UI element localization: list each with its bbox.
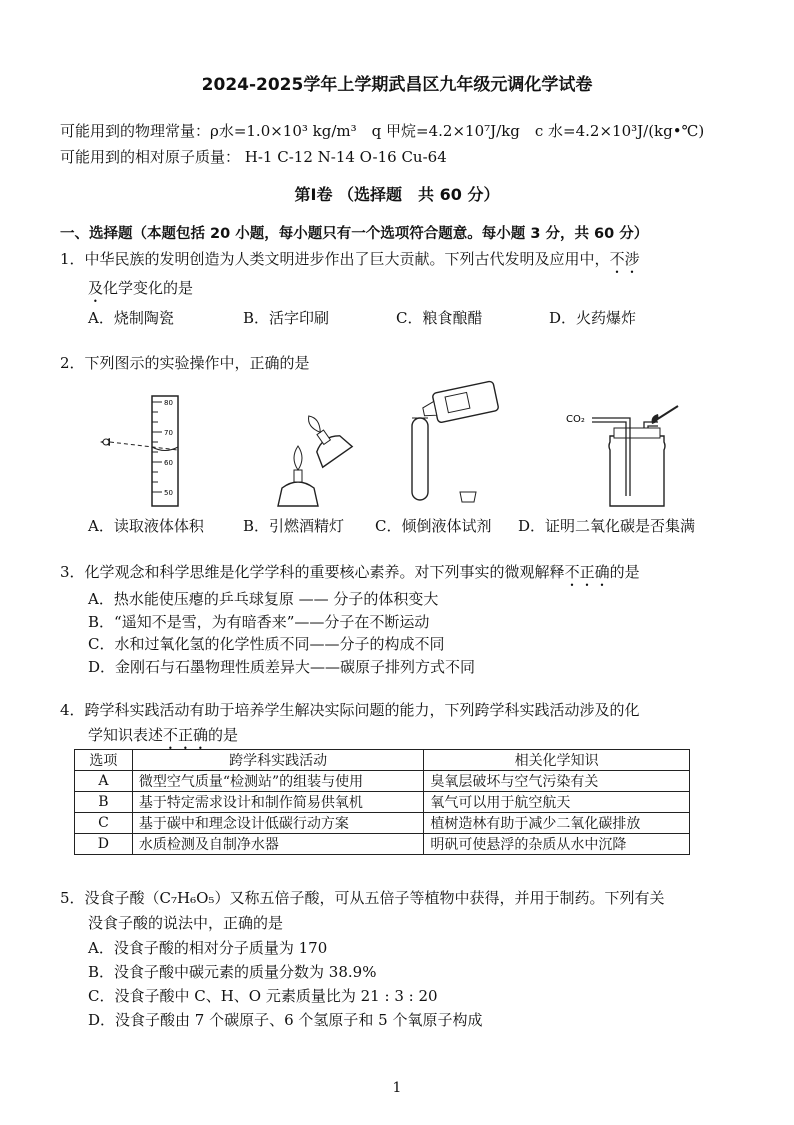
q5-option-d: D．没食子酸由 7 个碳原子、6 个氢原子和 5 个氧原子构成 [88,1011,483,1029]
q2-stem: 下列图示的实验操作中，正确的是 [84,354,310,372]
q4-stem-line1 [60,699,640,720]
table-row [75,813,690,834]
q5-option-c: C．没食子酸中 C、H、O 元素质量比为 21 : 3 : 20 [88,987,438,1005]
cyl-label-50: 50 [164,489,173,497]
q1-option-a: A．烧制陶瓷 [88,309,174,327]
table-cell: 水质检测及自制净水器 [132,834,424,855]
q2-number: 2． [60,354,85,372]
q2-option-a: A．读取液体体积 [88,517,204,535]
q4-table [74,749,690,855]
q5-option-b: B．没食子酸中碳元素的质量分数为 38.9% [88,963,377,981]
table-header: 跨学科实践活动 [132,750,424,771]
q4-stem: 跨学科实践活动有助于培养学生解决实际问题的能力，下列跨学科实践活动涉及的化 [84,701,640,719]
cyl-label-70: 70 [164,429,173,437]
table-cell: 臭氧层破坏与空气污染有关 [424,771,690,792]
q3-option-a: A．热水能使压瘪的乒乓球复原 —— 分子的体积变大 [88,590,439,608]
page-number: 1 [392,1080,402,1096]
q1-option-c: C．粮食酿醋 [396,309,483,327]
q3-stem-line [60,561,640,590]
q3-stem: 化学观念和科学思维是化学学科的重要核心素养。对下列事实的微观解释 [84,563,565,581]
q5-number: 5． [60,889,85,907]
q1-line1 [60,248,640,277]
q3-emphasis: 不正确 [564,563,610,581]
table-cell: A [75,771,133,792]
table-cell: 基于特定需求设计和制作简易供氧机 [132,792,424,813]
table-row [75,792,690,813]
q5-stem-line2: 没食子酸的说法中，正确的是 [88,914,284,932]
table-row [75,834,690,855]
q4-stem-2: 学知识表述 [88,726,164,744]
q3-number: 3． [60,563,85,581]
q1-stem-2: 化学变化的是 [103,279,194,297]
page-title: 2024-2025学年上学期武昌区九年级元调化学试卷 [201,75,593,95]
q1-option-b: B．活字印刷 [243,309,330,327]
q2-option-b: B．引燃酒精灯 [243,517,345,535]
figure-d-co2-bottle [566,396,690,512]
q1-stem: 中华民族的发明创造为人类文明进步作出了巨大贡献。下列古代发明及应用中， [84,250,610,268]
cyl-label-80: 80 [164,399,173,407]
q3-option-b: B．“遥知不是雪，为有暗香来”——分子在不断运动 [88,613,430,631]
q3-option-c: C．水和过氧化氢的化学性质不同——分子的构成不同 [88,635,445,653]
q4-emphasis: 不正确 [163,726,209,744]
table-header: 相关化学知识 [424,750,690,771]
q4-number: 4． [60,701,85,719]
figure-a-cylinder [92,392,212,510]
physical-constants: 可能用到的物理常量：ρ水=1.0×10³ kg/m³ q 甲烷=4.2×10⁷J/kg c 水=4.2×10³J/(kg•℃) [60,122,705,140]
table-row [75,771,690,792]
table-header: 选项 [75,750,133,771]
co2-label: CO₂ [566,414,585,425]
q5-stem: 没食子酸（C₇H₆O₅）又称五倍子酸，可从五倍子等植物中获得，并用于制药。下列有关 [84,889,665,907]
table-cell: B [75,792,133,813]
cyl-label-60: 60 [164,459,173,467]
q1-emphasis: 不涉 [609,250,640,268]
figure-b-alcohol-lamps [268,408,368,512]
q2-option-c: C．倾倒液体试剂 [375,517,492,535]
table-cell: D [75,834,133,855]
q3-stem-end: 的是 [609,563,640,581]
table-cell: C [75,813,133,834]
q3-option-d: D．金刚石与石墨物理性质差异大——碳原子排列方式不同 [88,658,476,676]
figure-c-pouring-liquid [400,378,510,512]
atomic-masses: 可能用到的相对原子质量： H-1 C-12 N-14 O-16 Cu-64 [60,148,447,166]
q1-emphasis-2: 及 [88,279,104,297]
table-cell: 植树造林有助于减少二氧化碳排放 [424,813,690,834]
q1-line2 [88,277,193,306]
table-cell: 氧气可以用于航空航天 [424,792,690,813]
q1-number: 1． [60,250,85,268]
table-cell: 明矾可使悬浮的杂质从水中沉降 [424,834,690,855]
q5-stem-line1 [60,887,664,908]
section-title: 第Ⅰ卷 （选择题 共 60 分） [294,185,500,204]
q2-option-d: D．证明二氧化碳是否集满 [518,517,696,535]
q1-option-d: D．火药爆炸 [549,309,637,327]
table-cell: 基于碳中和理念设计低碳行动方案 [132,813,424,834]
q4-stem-end: 的是 [208,726,239,744]
q5-option-a: A．没食子酸的相对分子质量为 170 [88,939,328,957]
table-cell: 微型空气质量“检测站”的组装与使用 [132,771,424,792]
q2-stem-line [60,352,310,373]
table-header-row [75,750,690,771]
part-heading: 一、选择题（本题包括 20 小题，每小题只有一个选项符合题意。每小题 3 分，共 60 分） [60,226,649,242]
